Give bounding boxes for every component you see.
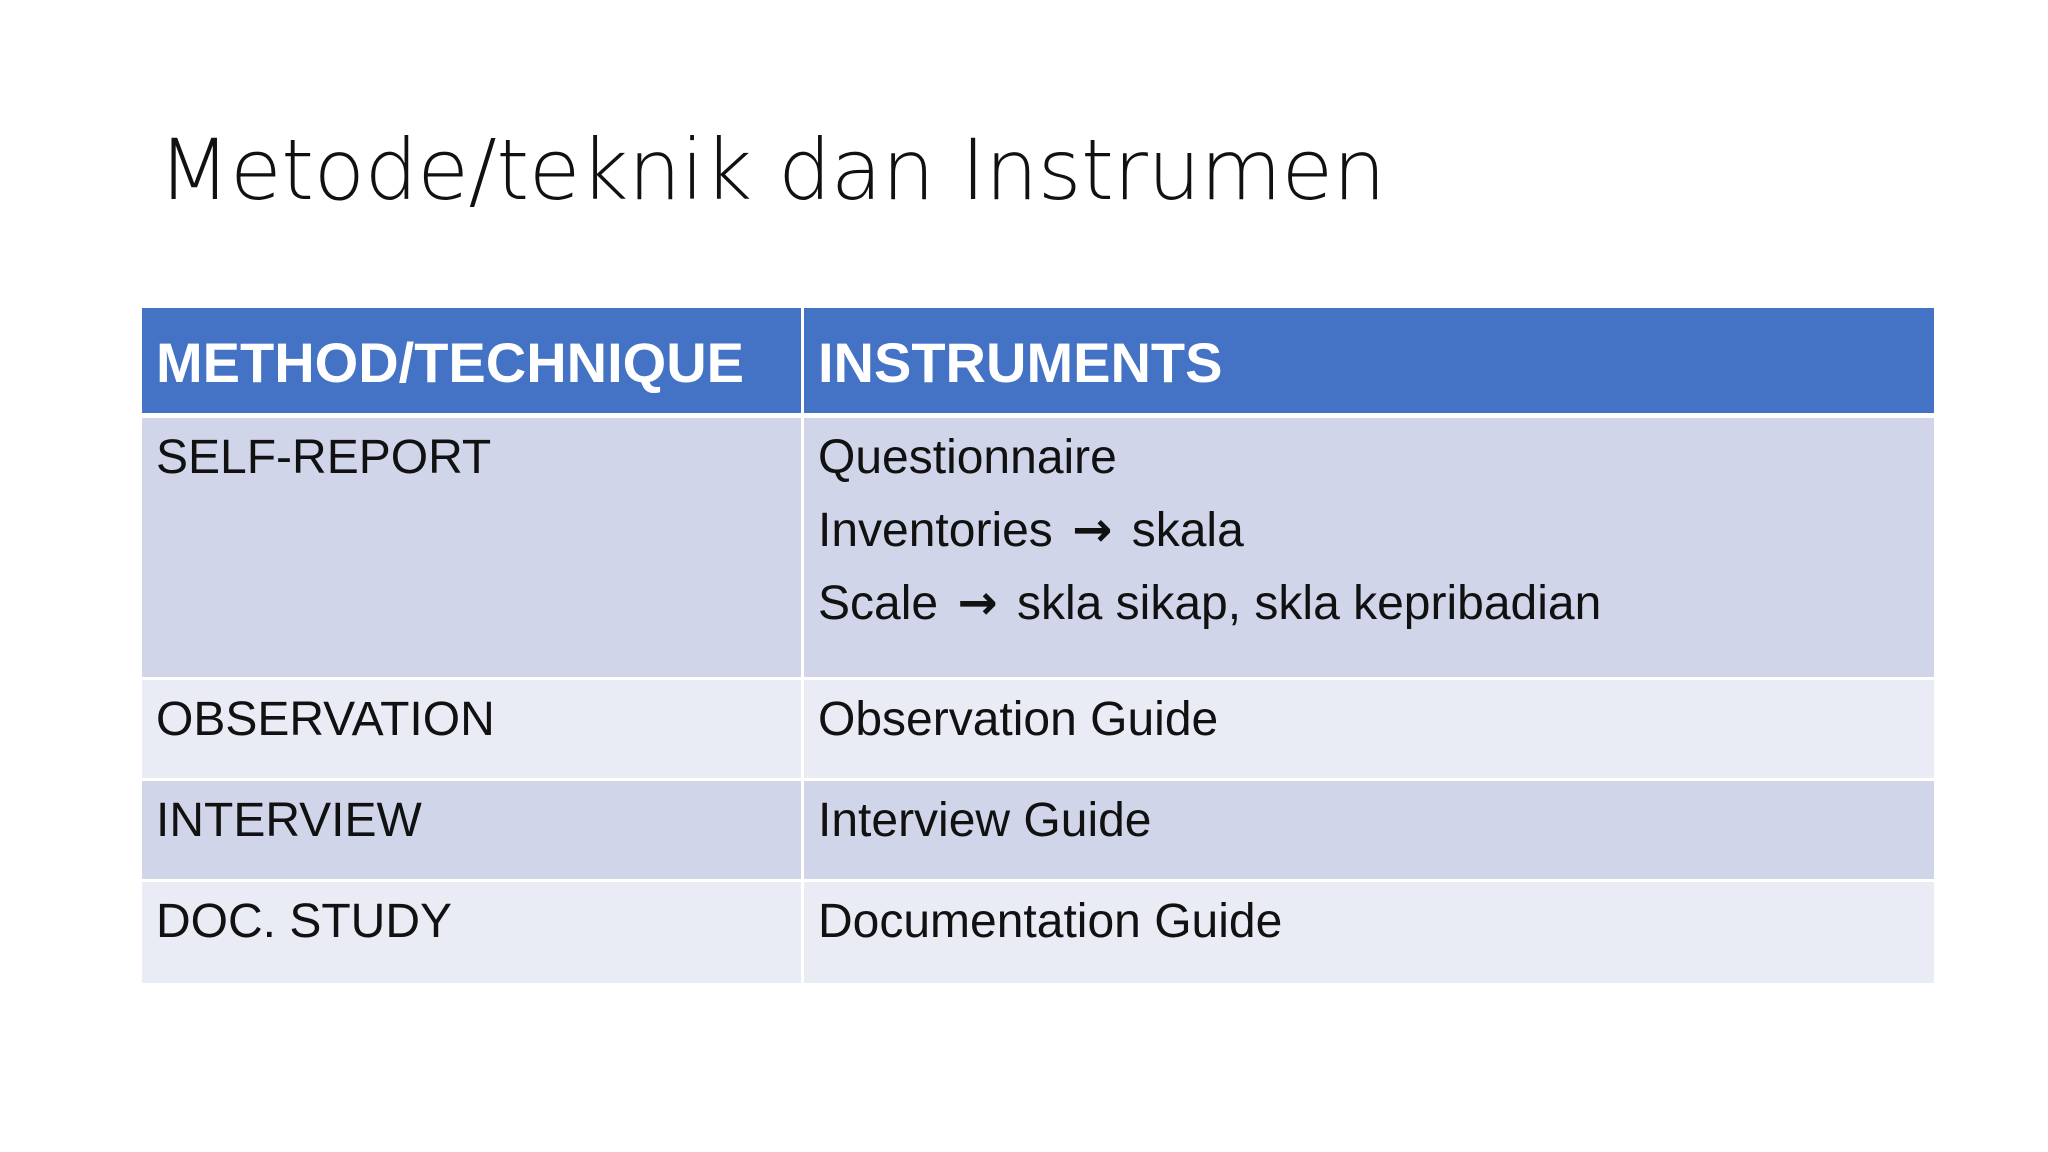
- instrument-detail: skala: [1131, 504, 1244, 557]
- table-header-row: [142, 308, 1934, 418]
- instruments-cell: [804, 418, 1934, 680]
- instrument-line: [818, 494, 1920, 567]
- instrument-text: Documentation Guide: [818, 895, 1283, 948]
- table-row: [142, 418, 1934, 680]
- instrument-text: Interview Guide: [818, 794, 1152, 847]
- instruments-cell: [804, 882, 1934, 983]
- method-cell: INTERVIEW: [142, 781, 804, 882]
- instrument-text: Questionnaire: [818, 431, 1117, 484]
- instrument-line: [818, 422, 1920, 494]
- header-instruments: INSTRUMENTS: [804, 308, 1934, 418]
- instrument-detail: skla sikap, skla kepribadian: [1016, 577, 1602, 630]
- instrument-text: Observation Guide: [818, 693, 1219, 746]
- table-row: [142, 882, 1934, 983]
- instrument-text: Scale: [818, 577, 939, 630]
- table-row: [142, 680, 1934, 781]
- method-cell: OBSERVATION: [142, 680, 804, 781]
- table-row: [142, 781, 1934, 882]
- instruments-cell: [804, 781, 1934, 882]
- method-cell: DOC. STUDY: [142, 882, 804, 983]
- slide-title: Metode/teknik dan Instrumen: [158, 121, 1386, 219]
- arrow-right-icon: →: [957, 575, 998, 631]
- instruments-cell: [804, 680, 1934, 781]
- header-method: METHOD/TECHNIQUE: [142, 308, 804, 418]
- arrow-right-icon: →: [1072, 502, 1113, 558]
- instrument-line: [818, 567, 1920, 640]
- instrument-text: Inventories: [818, 504, 1053, 557]
- methods-table: [142, 308, 1934, 983]
- method-cell: SELF-REPORT: [142, 418, 804, 680]
